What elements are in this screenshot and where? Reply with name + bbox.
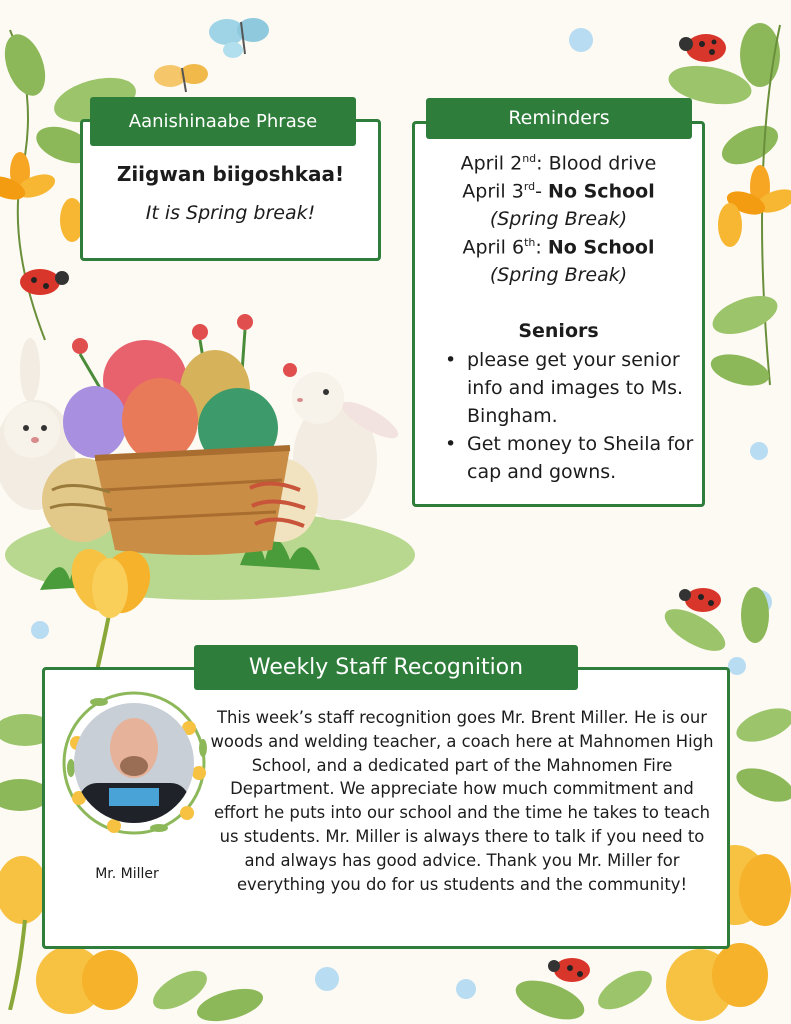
- reminder-item: April 6th: No School: [462, 236, 655, 259]
- phrase-text: Ziigwan biigoshkaa!: [116, 162, 345, 186]
- seniors-list: [445, 346, 705, 486]
- staff-recognition-text: This week’s staff recognition goes Mr. Brent Miller. He is our woods and welding teacher, a coach here at Mahnomen High School, and a dedicated part of the Mahnomen Fire Department. We appreciate how much commitment and effort he puts into our school and the time he takes to teach us students. Mr. Miller is always there to talk if you need to and always has good advice. Thank you Mr. Miller for everything you do for us students and the community!: [210, 708, 714, 894]
- reminders-tab-label: Reminders: [426, 98, 692, 139]
- phrase-tab-label: Aanishinaabe Phrase: [90, 97, 356, 146]
- staff-caption: Mr. Miller: [95, 866, 159, 882]
- staff-tab-label: Weekly Staff Recognition: [194, 645, 578, 690]
- phrase-translation: It is Spring break!: [145, 202, 316, 224]
- list-item: • Get money to Sheila for cap and gowns.: [445, 430, 705, 486]
- seniors-heading: Seniors: [518, 320, 599, 342]
- reminders-card: [412, 121, 705, 507]
- ladybug-icon: [679, 588, 721, 612]
- staff-recognition-card: [42, 667, 730, 949]
- ladybug-icon: [548, 958, 590, 982]
- list-item: • please get your senior info and images to Ms. Bingham.: [445, 346, 705, 430]
- reminder-note: (Spring Break): [489, 264, 628, 286]
- reminder-note: (Spring Break): [489, 208, 628, 230]
- reminder-item: April 2nd: Blood drive: [460, 152, 657, 175]
- reminder-item: April 3rd- No School: [462, 180, 655, 203]
- staff-portrait: [59, 688, 209, 838]
